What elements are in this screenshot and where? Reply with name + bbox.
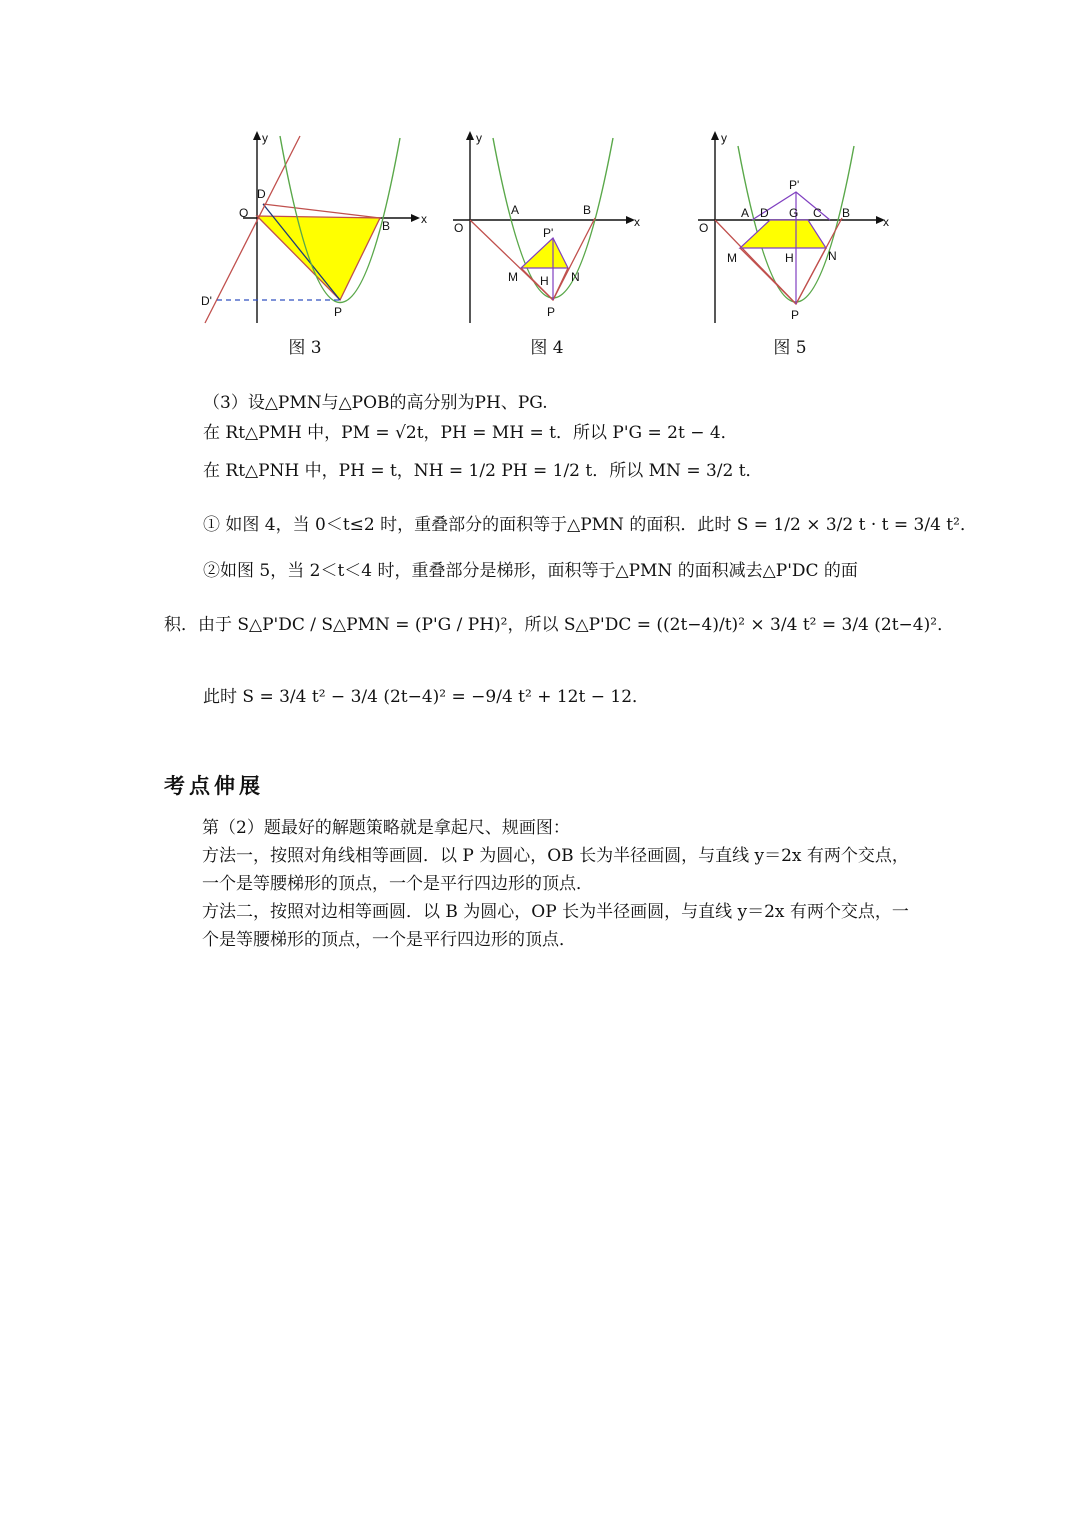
label-x: x	[634, 215, 640, 229]
label-p: P	[334, 305, 343, 319]
shaded-triangle	[257, 216, 380, 300]
extension-p2: 方法一，按照对角线相等画圆．以 P 为圆心，OB 长为半径画圆，与直线 y＝2x 有两个交点，一个是等腰梯形的顶点，一个是平行四边形的顶点．	[202, 846, 909, 894]
label-g: G	[789, 206, 799, 220]
label-x: x	[883, 215, 889, 229]
caption-fig5: 图 5	[773, 338, 807, 358]
label-a: A	[741, 206, 750, 220]
label-d: D	[257, 187, 266, 201]
label-m: M	[508, 270, 518, 284]
shaded-triangle	[521, 238, 568, 268]
label-a: A	[511, 203, 520, 217]
label-c: C	[813, 206, 822, 220]
extension-paragraph-1	[164, 814, 924, 842]
solution-result: 此时 S = 3/4 t² − 3/4 (2t−4)² = −9/4 t² + 12t − 12．	[203, 687, 650, 707]
shaded-trapezoid	[740, 220, 826, 248]
label-y: y	[262, 131, 268, 145]
solution-case1: ① 如图 4，当 0＜t≤2 时，重叠部分的面积等于△PMN 的面积．此时 S = 1/2 × 3/2 t · t = 3/4 t²．	[203, 515, 977, 535]
y-axis-arrow-icon	[466, 131, 474, 140]
y-axis-arrow-icon	[711, 131, 719, 140]
figure-3-diagram	[195, 128, 435, 328]
label-b: B	[382, 219, 391, 233]
label-b: B	[583, 203, 592, 217]
label-p: P	[547, 305, 556, 319]
extension-p3: 方法二，按照对边相等画圆．以 B 为圆心，OP 长为半径画圆，与直线 y＝2x 有两个交点，一个是等腰梯形的顶点，一个是平行四边形的顶点．	[202, 902, 909, 950]
x-axis-arrow-icon	[411, 214, 420, 222]
solution-pmh: 在 Rt△PMH 中，PM = √2t，PH = MH = t．所以 P'G = 2t − 4．	[203, 423, 738, 443]
label-p-prime: P'	[543, 226, 554, 240]
label-y: y	[721, 131, 727, 145]
solution-ratio: 积．由于 S△P'DC / S△PMN = (P'G / PH)²，所以 S△P'DC = ((2t−4)/t)² × 3/4 t² = 3/4 (2t−4)²．	[164, 615, 955, 635]
extension-p1: 第（2）题最好的解题策略就是拿起尺、规画图：	[202, 818, 570, 838]
y-axis-arrow-icon	[253, 131, 261, 140]
extension-paragraph-3	[164, 898, 924, 954]
label-n: N	[571, 270, 580, 284]
solution-pnh: 在 Rt△PNH 中，PH = t，NH = 1/2 PH = 1/2 t．所以 MN = 3/2 t．	[203, 461, 763, 481]
label-b: B	[842, 206, 851, 220]
label-d-prime: D'	[201, 294, 212, 308]
caption-fig4: 图 4	[530, 338, 564, 358]
figure-3	[195, 128, 435, 328]
extension-paragraph-2	[164, 842, 924, 898]
section-heading: 考点伸展	[164, 774, 264, 798]
figure-4-diagram	[445, 128, 650, 328]
label-o: O	[454, 221, 464, 235]
label-h: H	[785, 251, 794, 265]
caption-fig3: 图 3	[288, 338, 322, 358]
label-y: y	[476, 131, 482, 145]
label-o: O	[699, 221, 709, 235]
label-n: N	[828, 249, 837, 263]
label-d: D	[760, 206, 769, 220]
label-m: M	[727, 251, 737, 265]
label-x: x	[421, 212, 427, 226]
figure-4	[445, 128, 650, 328]
label-p-prime: P'	[789, 178, 800, 192]
solution-case2: ②如图 5，当 2＜t＜4 时，重叠部分是梯形，面积等于△PMN 的面积减去△P'DC 的面	[203, 561, 858, 581]
solution-intro: （3）设△PMN与△POB的高分别为PH、PG.	[203, 393, 548, 413]
figure-5	[690, 128, 895, 328]
label-p: P	[791, 308, 800, 322]
figure-5-diagram	[690, 128, 895, 328]
segment-np	[796, 248, 826, 304]
label-h: H	[540, 274, 549, 288]
label-o: O	[239, 206, 249, 220]
